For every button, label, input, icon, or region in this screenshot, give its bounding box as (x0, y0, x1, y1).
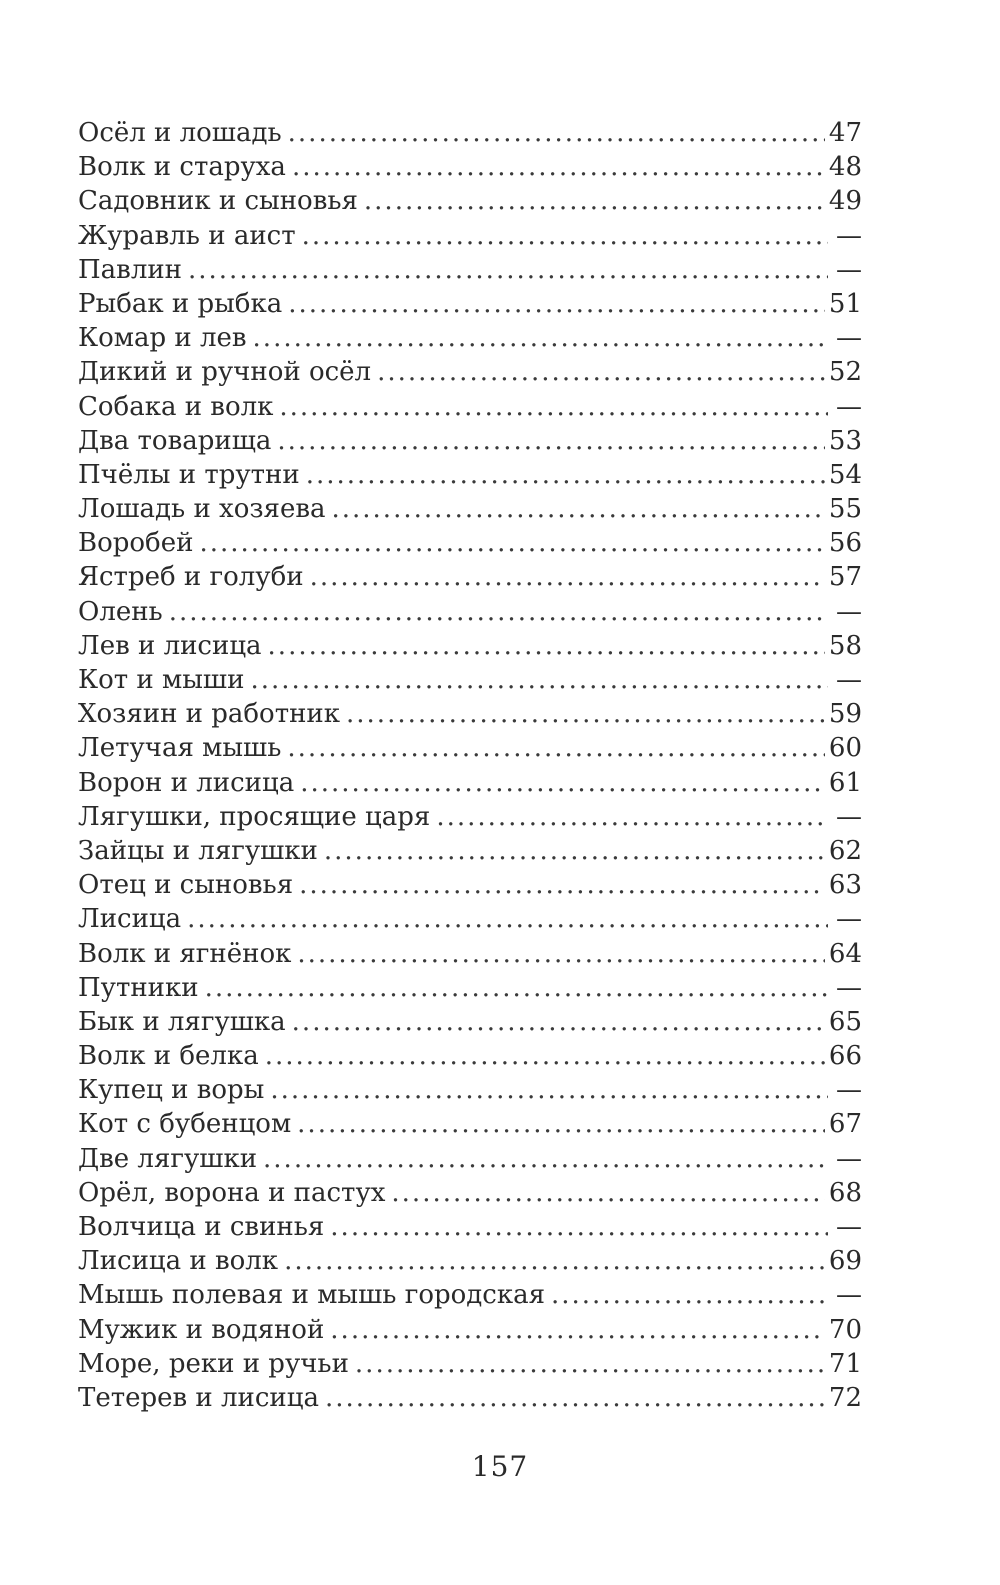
toc-entry-page: 65 (828, 1006, 862, 1037)
toc-entry-title: Собака и волк (78, 391, 274, 422)
toc-entry-page: — (836, 1280, 862, 1311)
toc-entry-page: — (836, 1212, 862, 1242)
toc-entry-title: Две лягушки (78, 1143, 258, 1174)
toc-entry-page: 63 (828, 870, 862, 901)
toc-entry-page: 67 (828, 1109, 862, 1140)
toc-entry-page: 47 (828, 118, 862, 148)
toc-entry-page: — (836, 972, 862, 1003)
toc-entry-page: 70 (828, 1314, 862, 1345)
toc-entry-title: Мужик и водяной (78, 1314, 325, 1345)
dot-leader (250, 663, 828, 697)
toc-entry-page: — (836, 904, 862, 935)
dot-leader (355, 1347, 825, 1381)
toc-entry (78, 1278, 862, 1312)
toc-entry-title: Мышь полевая и мышь городская (78, 1280, 545, 1311)
toc-entry-page: — (836, 254, 862, 285)
toc-entry (78, 116, 862, 150)
toc-entry-title: Отец и сыновья (78, 870, 294, 901)
toc-entry (78, 766, 862, 800)
dot-leader (330, 1210, 828, 1244)
dot-leader (377, 355, 825, 389)
toc-entry-title: Волк и белка (78, 1041, 259, 1072)
toc-entry (78, 355, 862, 389)
toc-entry-title: Олень (78, 596, 163, 627)
dot-leader (551, 1278, 828, 1312)
toc-entry (78, 868, 862, 902)
toc-entry-title: Лягушки, просящие царя (78, 801, 431, 832)
toc-entry (78, 424, 862, 458)
toc-entry (78, 731, 862, 765)
toc-entry-page: 71 (828, 1348, 862, 1379)
toc-entry-title: Море, реки и ручьи (78, 1348, 349, 1379)
toc-entry-page: — (836, 596, 862, 627)
toc-entry-title: Павлин (78, 254, 182, 285)
toc-entry (78, 1176, 862, 1210)
toc-entry-title: Садовник и сыновья (78, 186, 358, 217)
dot-leader (169, 595, 828, 629)
dot-leader (330, 1313, 825, 1347)
toc-entry (78, 800, 862, 834)
dot-leader (270, 1073, 828, 1107)
dot-leader (187, 902, 828, 936)
toc-entry-title: Лисица и волк (78, 1246, 279, 1277)
dot-leader (268, 629, 825, 663)
toc-entry-page: 55 (828, 494, 862, 525)
toc-entry-title: Лошадь и хозяева (78, 494, 326, 525)
dot-leader (297, 1107, 825, 1141)
toc-entry (78, 902, 862, 936)
toc-entry (78, 1039, 862, 1073)
toc-entry-title: Осёл и лошадь (78, 118, 282, 148)
toc-entry (78, 1347, 862, 1381)
dot-leader (310, 560, 825, 594)
dot-leader (391, 1176, 825, 1210)
dot-leader (299, 868, 825, 902)
dot-leader (292, 150, 825, 184)
toc-entry (78, 321, 862, 355)
page-number: 157 (471, 1450, 529, 1483)
toc-entry-page: 57 (828, 562, 862, 593)
toc-entry-page: 54 (828, 459, 862, 490)
toc-entry-title: Дикий и ручной осёл (78, 357, 372, 388)
toc-entry (78, 1210, 862, 1244)
toc-entry-title: Волчица и свинья (78, 1212, 325, 1242)
dot-leader (300, 766, 825, 800)
toc-entry-page: — (836, 665, 862, 695)
toc-entry-title: Комар и лев (78, 323, 247, 354)
dot-leader (188, 253, 828, 287)
toc-entry (78, 663, 862, 697)
toc-entry-title: Два товарища (78, 425, 272, 456)
dot-leader (346, 697, 825, 731)
toc-entry-page: 60 (828, 733, 862, 764)
dot-leader (284, 1244, 825, 1278)
toc-entry-title: Кот и мыши (78, 665, 245, 695)
toc-entry-title: Волк и ягнёнок (78, 938, 292, 969)
toc-entry-title: Хозяин и работник (78, 699, 341, 730)
toc-entry (78, 458, 862, 492)
toc-entry-title: Лисица (78, 904, 182, 935)
toc-entry-title: Пчёлы и трутни (78, 459, 300, 490)
toc-entry (78, 184, 862, 218)
toc-entry (78, 492, 862, 526)
toc-entry-page: 48 (828, 152, 862, 183)
dot-leader (325, 1381, 825, 1415)
table-of-contents (78, 116, 862, 1415)
toc-entry-title: Тетерев и лисица (78, 1382, 319, 1413)
toc-entry-page: — (836, 323, 862, 354)
toc-entry-page: — (836, 220, 862, 251)
toc-entry-page: 56 (828, 528, 862, 559)
toc-entry-title: Зайцы и лягушки (78, 835, 318, 866)
toc-entry-page: 61 (828, 767, 862, 798)
toc-entry-page: 58 (828, 630, 862, 661)
toc-entry-title: Купец и воры (78, 1075, 265, 1106)
toc-entry-title: Летучая мышь (78, 733, 282, 764)
toc-entry-title: Кот с бубенцом (78, 1109, 292, 1140)
toc-entry (78, 150, 862, 184)
toc-entry (78, 287, 862, 321)
toc-entry (78, 219, 862, 253)
toc-entry (78, 971, 862, 1005)
toc-entry-title: Лев и лисица (78, 630, 262, 661)
toc-entry-page: 51 (828, 288, 862, 319)
toc-entry-page: — (836, 1143, 862, 1174)
dot-leader (199, 526, 824, 560)
dot-leader (306, 458, 825, 492)
toc-entry-page: — (836, 391, 862, 422)
dot-leader (288, 116, 825, 150)
dot-leader (331, 492, 824, 526)
dot-leader (364, 184, 825, 218)
toc-entry (78, 937, 862, 971)
toc-entry-title: Орёл, ворона и пастух (78, 1177, 386, 1208)
toc-entry-page: — (836, 1075, 862, 1106)
toc-entry-title: Ястреб и голуби (78, 562, 304, 593)
toc-entry (78, 1244, 862, 1278)
toc-entry (78, 253, 862, 287)
toc-entry-page: 72 (828, 1382, 862, 1413)
toc-entry-title: Журавль и аист (78, 220, 296, 251)
toc-entry (78, 526, 862, 560)
toc-entry (78, 629, 862, 663)
toc-entry (78, 1381, 862, 1415)
dot-leader (288, 287, 825, 321)
toc-entry-page: 68 (828, 1177, 862, 1208)
toc-entry (78, 560, 862, 594)
toc-entry (78, 1107, 862, 1141)
dot-leader (297, 937, 825, 971)
toc-entry-title: Рыбак и рыбка (78, 288, 283, 319)
dot-leader (287, 731, 825, 765)
toc-entry (78, 697, 862, 731)
toc-entry-title: Бык и лягушка (78, 1006, 286, 1037)
dot-leader (253, 321, 828, 355)
toc-entry (78, 390, 862, 424)
toc-entry-page: 62 (828, 835, 862, 866)
toc-entry-page: 53 (828, 425, 862, 456)
dot-leader (324, 834, 825, 868)
toc-entry-page: 64 (828, 938, 862, 969)
toc-entry-title: Ворон и лисица (78, 767, 295, 798)
toc-entry-page: 49 (828, 186, 862, 217)
dot-leader (279, 390, 828, 424)
toc-entry-title: Волк и старуха (78, 152, 286, 183)
toc-entry (78, 834, 862, 868)
toc-entry-title: Путники (78, 972, 199, 1003)
toc-entry (78, 595, 862, 629)
toc-entry (78, 1005, 862, 1039)
toc-entry-page: 69 (828, 1246, 862, 1277)
toc-entry-page: 59 (828, 699, 862, 730)
dot-leader (277, 424, 825, 458)
toc-entry-page: — (836, 801, 862, 832)
dot-leader (265, 1039, 825, 1073)
dot-leader (292, 1005, 825, 1039)
dot-leader (205, 971, 828, 1005)
dot-leader (302, 219, 828, 253)
toc-entry-title: Воробей (78, 528, 194, 559)
dot-leader (263, 1142, 828, 1176)
toc-entry-page: 66 (828, 1041, 862, 1072)
toc-entry (78, 1073, 862, 1107)
dot-leader (436, 800, 828, 834)
toc-entry (78, 1313, 862, 1347)
toc-entry (78, 1142, 862, 1176)
toc-entry-page: 52 (828, 357, 862, 388)
